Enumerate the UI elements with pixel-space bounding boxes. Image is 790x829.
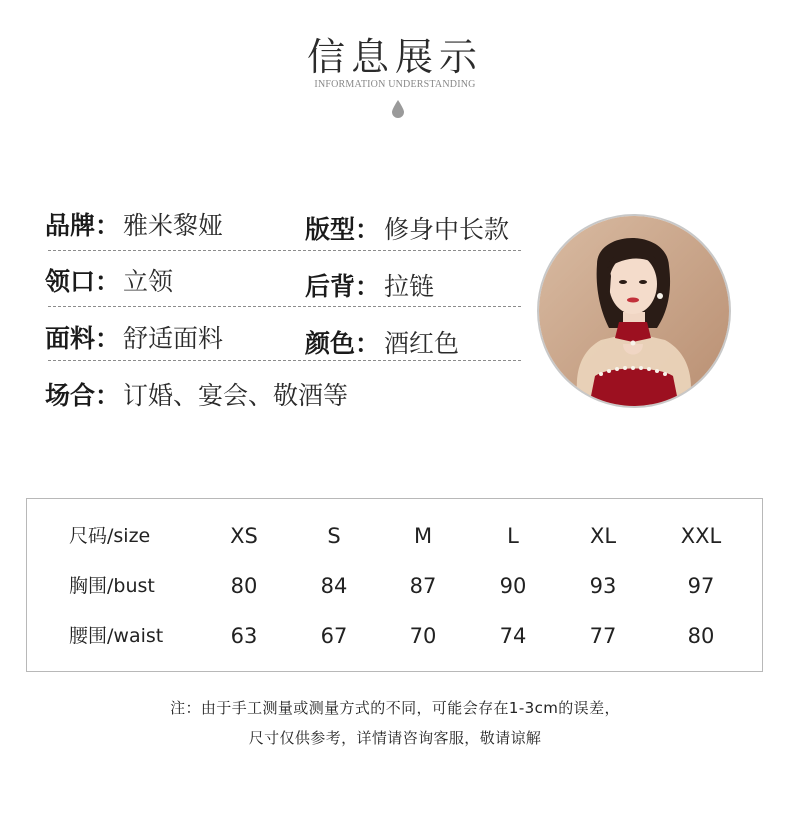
brand-value: 雅米黎娅 (123, 211, 224, 240)
size-xs: XS (230, 524, 258, 548)
size-s: S (327, 524, 341, 548)
collar-value: 立领 (123, 267, 174, 296)
waist-value: 67 (320, 624, 348, 648)
divider-line (48, 360, 521, 361)
bust-value: 80 (230, 574, 258, 598)
color-label: 颜色： (305, 329, 381, 358)
color-value: 酒红色 (384, 329, 460, 358)
size-header-label: 尺码/size (69, 525, 151, 547)
occasion-value: 订婚、宴会、敬酒等 (123, 381, 349, 410)
page-title: 信息展示 (306, 35, 483, 79)
measurement-note-line1: 注：由于手工测量或测量方式的不同，可能会存在1-3cm的误差， (170, 699, 620, 717)
measurement-note-line2: 尺寸仅供参考，详情请咨询客服，敬请谅解 (248, 729, 542, 747)
model-photo (537, 214, 731, 408)
bust-value: 87 (409, 574, 437, 598)
waist-value: 63 (230, 624, 258, 648)
occasion-label: 场合： (45, 381, 121, 410)
brand-label: 品牌： (45, 211, 121, 240)
size-xxl: XXL (680, 524, 722, 548)
collar-label: 领口： (45, 267, 121, 296)
bust-value: 84 (320, 574, 348, 598)
page-subtitle: INFORMATION UNDERSTANDING (314, 79, 476, 90)
bust-label: 胸围/bust (69, 575, 155, 597)
size-l: L (507, 524, 519, 548)
size-xl: XL (589, 524, 617, 548)
size-m: M (413, 524, 433, 548)
water-drop-icon (392, 100, 404, 118)
bust-value: 97 (687, 574, 715, 598)
waist-value: 77 (589, 624, 617, 648)
waist-value: 70 (409, 624, 437, 648)
divider-line (48, 250, 521, 251)
waist-value: 80 (687, 624, 715, 648)
fit-label: 版型： (305, 215, 381, 244)
fabric-label: 面料： (45, 324, 121, 353)
fabric-value: 舒适面料 (123, 324, 224, 353)
model-illustration (539, 216, 729, 406)
fit-value: 修身中长款 (384, 215, 510, 244)
size-table (26, 498, 763, 672)
back-value: 拉链 (384, 272, 435, 301)
waist-label: 腰围/waist (69, 625, 164, 647)
divider-line (48, 306, 521, 307)
waist-value: 74 (499, 624, 527, 648)
bust-value: 90 (499, 574, 527, 598)
back-label: 后背： (305, 272, 381, 301)
bust-value: 93 (589, 574, 617, 598)
